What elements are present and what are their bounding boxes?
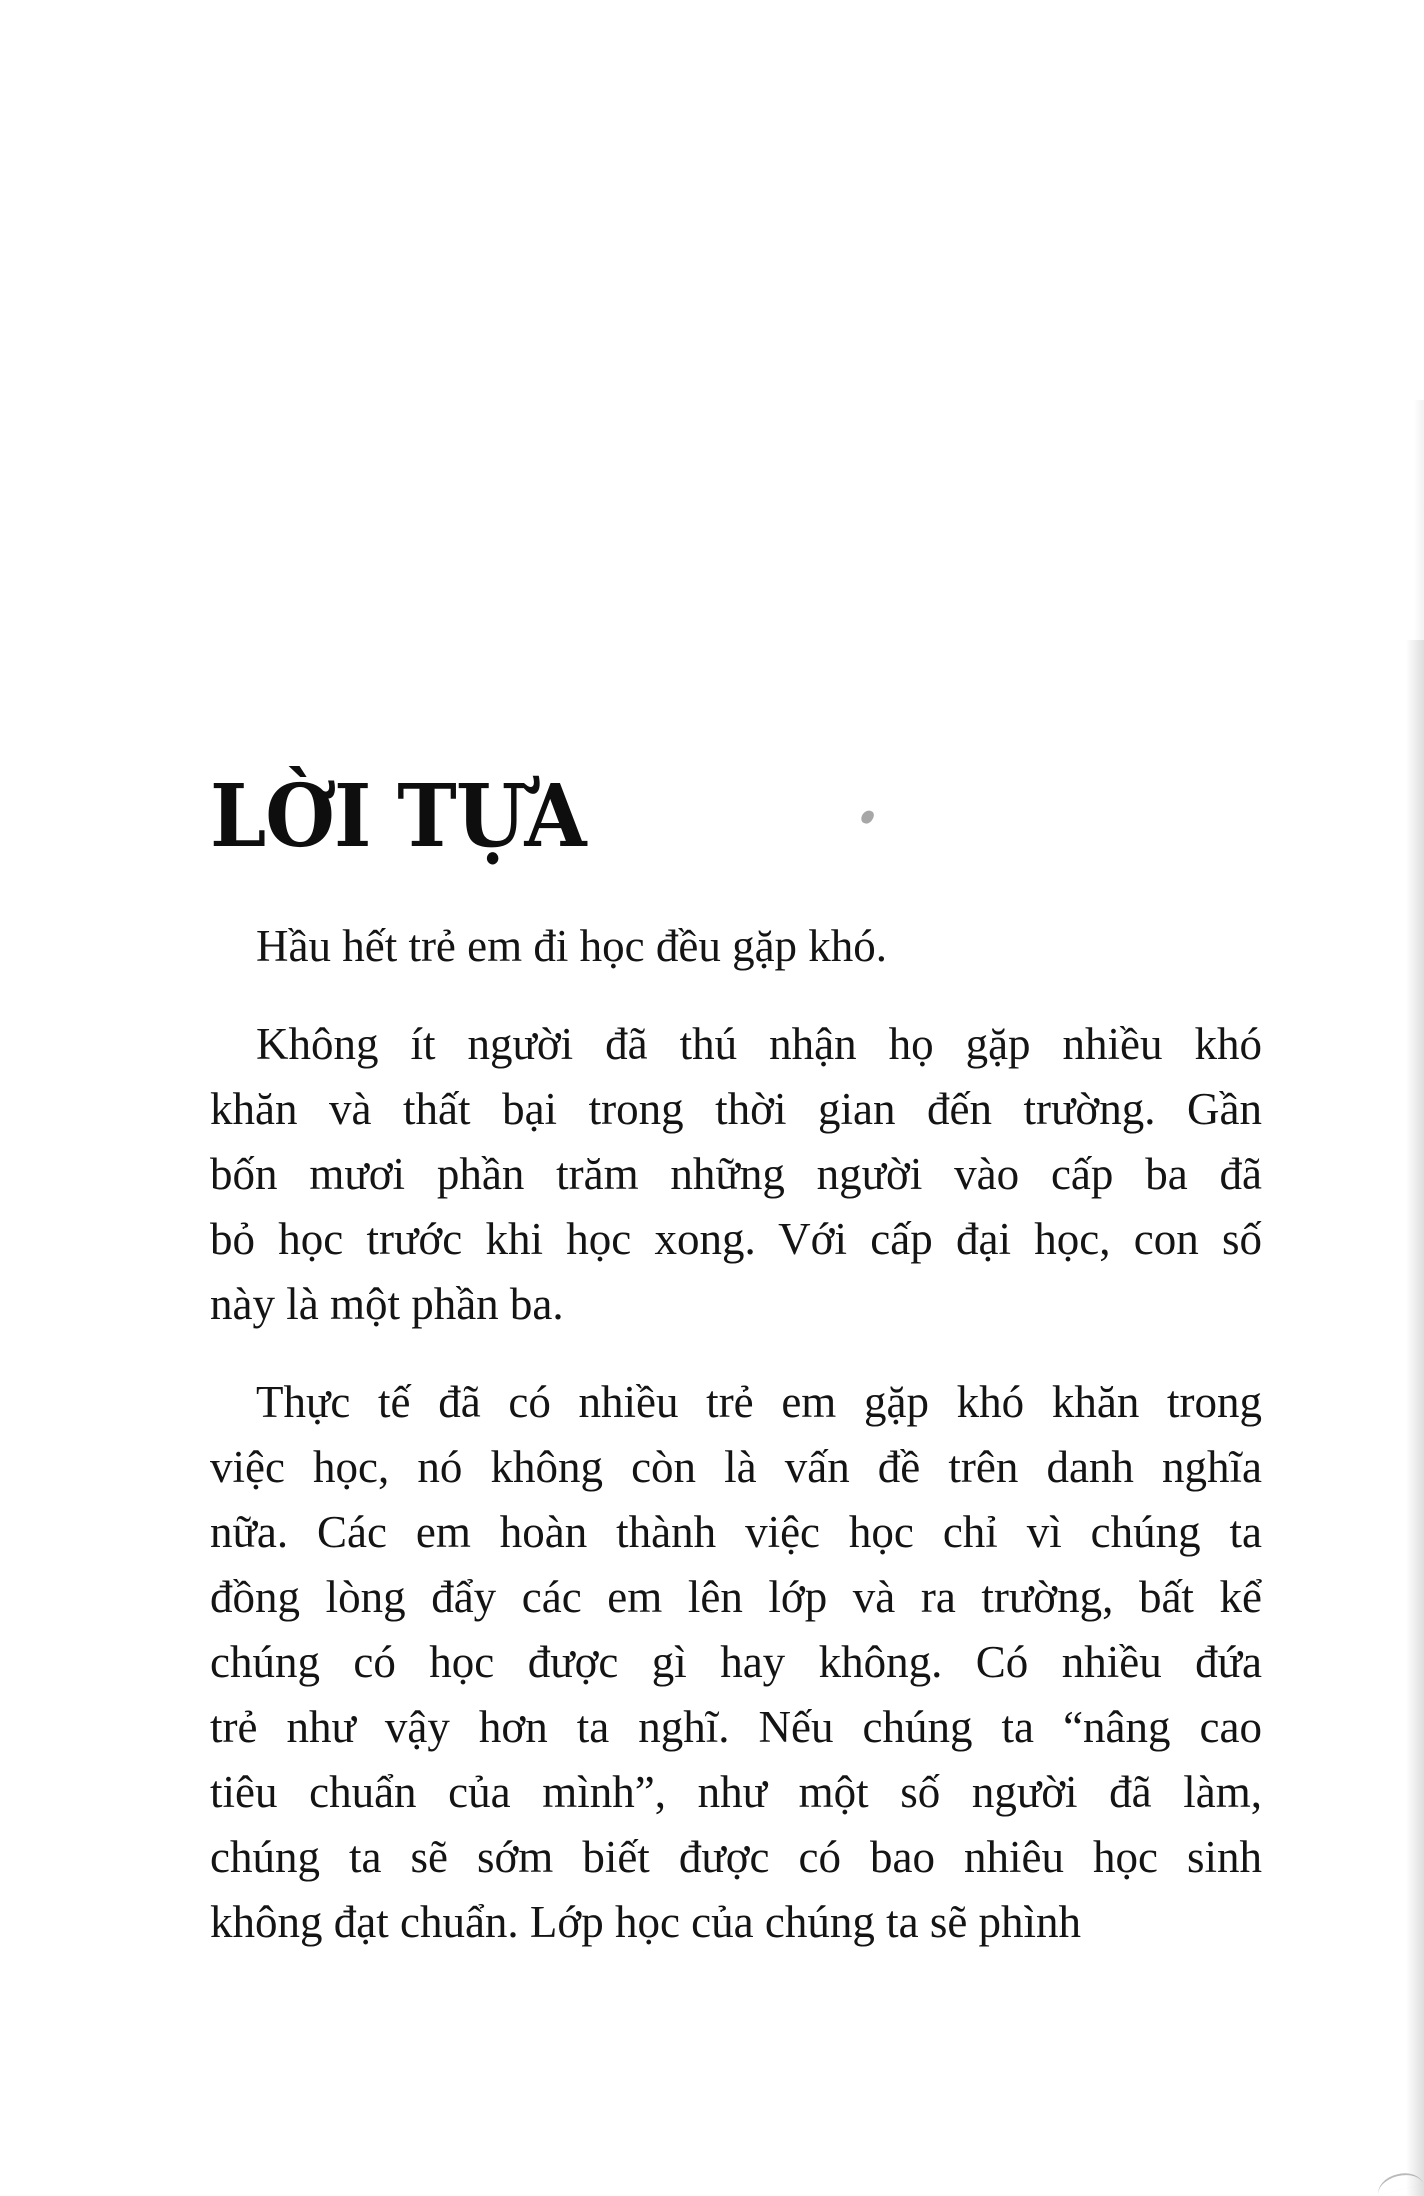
- paragraph: [210, 1012, 1262, 1337]
- text-line: tiêu chuẩn của mình”, như một số người đã làm,: [210, 1767, 1262, 1817]
- text-line: đồng lòng đẩy các em lên lớp và ra trường, bất kể: [210, 1572, 1262, 1622]
- text-line: không đạt chuẩn. Lớp học của chúng ta sẽ phình: [210, 1897, 1082, 1947]
- text-line: bốn mươi phần trăm những người vào cấp ba đã: [210, 1149, 1262, 1199]
- text-line: nữa. Các em hoàn thành việc học chỉ vì chúng ta: [210, 1507, 1262, 1557]
- text-column: [210, 764, 1262, 1988]
- scan-edge-shadow-upper: [1414, 400, 1424, 640]
- text-line: bỏ học trước khi học xong. Với cấp đại học, con số: [210, 1214, 1262, 1264]
- paragraph: [210, 914, 1262, 979]
- page-title: LỜI TỰA: [210, 764, 586, 867]
- text-line: chúng ta sẽ sớm biết được có bao nhiêu học sinh: [210, 1832, 1262, 1882]
- text-line: Thực tế đã có nhiều trẻ em gặp khó khăn trong: [256, 1377, 1262, 1427]
- text-line: việc học, nó không còn là vấn đề trên danh nghĩa: [210, 1442, 1262, 1492]
- body-text: [210, 914, 1262, 1955]
- paragraph: [210, 1370, 1262, 1955]
- text-line: này là một phần ba.: [210, 1279, 564, 1329]
- text-line: Hầu hết trẻ em đi học đều gặp khó.: [256, 921, 888, 971]
- text-line: khăn và thất bại trong thời gian đến trường. Gần: [210, 1084, 1262, 1134]
- text-line: Không ít người đã thú nhận họ gặp nhiều khó: [256, 1019, 1262, 1069]
- text-line: trẻ như vậy hơn ta nghĩ. Nếu chúng ta “nâng cao: [210, 1702, 1262, 1752]
- scan-edge-shadow: [1406, 640, 1424, 2196]
- text-line: chúng có học được gì hay không. Có nhiều đứa: [210, 1637, 1262, 1687]
